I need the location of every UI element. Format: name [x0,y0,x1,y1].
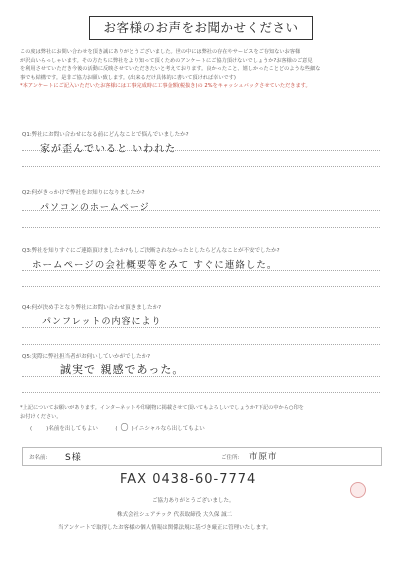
cashback-note: *本アンケートにご記入いただいたお客様には工事完成時に工事金額(税抜き)の 2%をキャッシュバックさせていただきます。 [20,83,311,90]
question-3-label: Q3:弊社を知りすぐにご連絡頂けましたか?もしご決断されなかったとしたらどんなことが不安でしたか? [22,248,280,254]
publication-question-cont: お付けください。 [20,413,62,420]
page-title: お客様のお声をお聞かせください [89,16,313,40]
publication-question [20,404,385,421]
question-4-label: Q4:何が決め手となり弊社にお問い合わせ頂きましたか? [22,305,162,311]
name-label: お名前: [29,455,48,461]
publication-question-text: *上記についてお願いがあります。インターネットや印刷物に掲載させて頂いてもよろしいでしょうか?下記の中から○印を [20,405,304,411]
question-5-label: Q5:実際に弊社担当者がお伺いしていかがでしたか? [22,354,151,360]
intro-line: を利用させていただき今後の活動に反映させていただきたいと考えております。良かったこと、嬉しかったことどのような些細な [20,66,321,73]
question-3-answer: ホームページの会社概要等をみて すぐに連絡した。 [32,260,278,271]
answer-line [22,227,380,228]
intro-line: この度は弊社にお問い合わせを頂き誠にありがとうございました。世の中には弊社の存在やサービスをご存知ないお客様 [20,49,301,55]
option-2-bracket[interactable]: ( 〇 ) [115,423,134,432]
question-1-label: Q1:弊社にお問い合わせになる前にどんなことで悩んでいましたか? [22,132,189,138]
footer-company: 株式会社シェアテック 代表取締役 大久保 誠二 [117,512,233,518]
fax-number: FAX 0438-60-7774 [120,472,257,487]
answer-line [22,166,380,167]
answer-line [22,344,380,345]
stamp-mark [350,482,366,498]
intro-line: が沢山いらっしゃいます。その方たちに弊社をより知って頂くためのアンケートにご協力頂けないでしょうか?お客様のご意見 [20,57,313,64]
question-5-answer: 誠実で 親感であった。 [60,363,185,376]
address-label: ご住所: [221,455,240,461]
option-1-label: 名前を出してもよい [48,426,98,432]
answer-line [22,392,380,393]
footer-privacy: 当アンケートで取得したお客様の個人情報は関係法規に基づき厳正に管理いたします。 [58,525,272,531]
customer-info-box [22,447,382,466]
answer-line [22,327,380,328]
question-1-answer: 家が歪んでいると いわれた [40,144,177,155]
address-value: 市原市 [249,452,278,462]
option-2-label: イニシャルなら出してもよい [133,426,205,432]
option-1-bracket[interactable]: ( ) [30,426,49,432]
answer-line [22,286,380,287]
publication-options [30,422,205,433]
name-value: S様 [65,453,82,463]
question-2-answer: パソコンのホームページ [40,203,150,213]
question-2-label: Q2:何がきっかけで弊社をお知りになりましたか? [22,190,145,196]
intro-line: 事でも結構です。是非ご協力お願い致します。(出来るだけ具体的に書いて頂ければ幸いです) [20,74,236,81]
question-4-answer: パンフレットの内容により [42,317,162,327]
intro-text [20,48,385,91]
option-2-mark: 〇 [120,423,129,432]
footer-thanks: ご協力ありがとうございました。 [152,498,235,504]
